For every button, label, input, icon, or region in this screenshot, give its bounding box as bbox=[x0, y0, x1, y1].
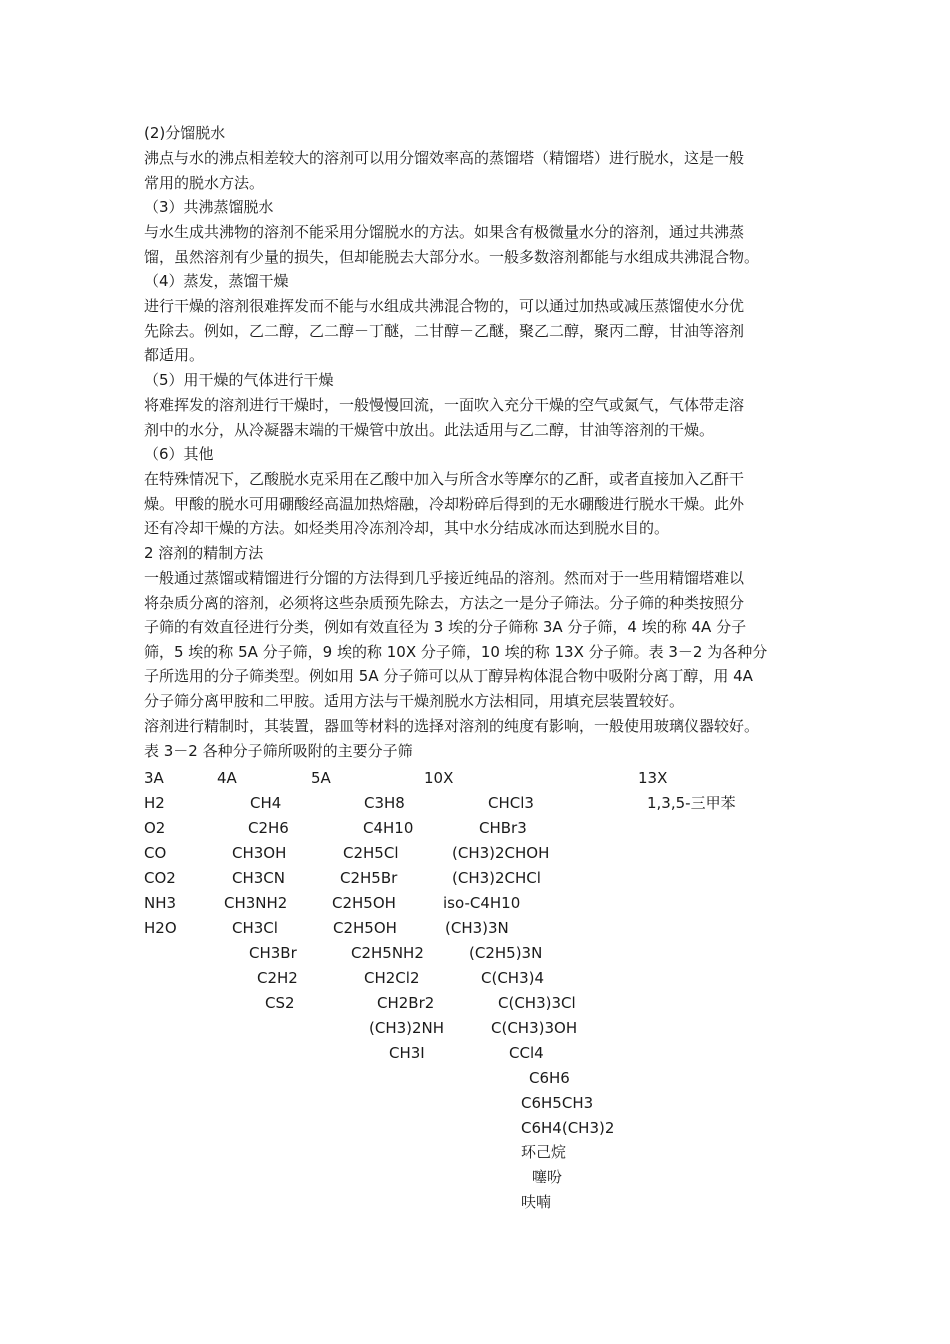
table-cell: CCl4 bbox=[509, 1044, 544, 1062]
paragraph: 与水生成共沸物的溶剂不能采用分馏脱水的方法。如果含有极微量水分的溶剂，通过共沸蒸 馏，虽然溶剂有少量的损失，但却能脱去大部分水。一般多数溶剂都能与水组成共沸混合物。 bbox=[144, 223, 760, 266]
table-cell: (CH3)2NH bbox=[369, 1019, 445, 1037]
paragraph: （4）蒸发，蒸馏干燥 bbox=[144, 272, 289, 290]
table-cell: C(CH3)4 bbox=[481, 969, 545, 987]
paragraph: 进行干燥的溶剂很难挥发而不能与水组成共沸混合物的，可以通过加热或减压蒸馏使水分优 先除去。例如，乙二醇，乙二醇－丁醚，二甘醇－乙醚，聚乙二醇，聚丙二醇，甘油等溶剂 都适用。 bbox=[144, 297, 745, 365]
table-cell: O2 bbox=[144, 819, 166, 837]
table-cell: CH3I bbox=[389, 1044, 425, 1062]
table-cell: CH3OH bbox=[232, 844, 287, 862]
table-cell: 4A bbox=[217, 769, 237, 787]
table-cell: CS2 bbox=[265, 994, 295, 1012]
table-cell: 噻吩 bbox=[532, 1168, 563, 1186]
table-cell: C2H5NH2 bbox=[351, 944, 424, 962]
table-cell: CHCl3 bbox=[488, 794, 534, 812]
paragraph: 在特殊情况下，乙酸脱水克采用在乙酸中加入与所含水等摩尔的乙酐，或者直接加入乙酐干 燥。甲酸的脱水可用硼酸经高温加热熔融，冷却粉碎后得到的无水硼酸进行脱水干燥。此外 还有冷却干燥的方法。如烃类用冷冻剂冷却，其中水分结成冰而达到脱水目的。 bbox=[144, 470, 745, 538]
table-cell: 环己烷 bbox=[521, 1143, 567, 1161]
table-cell: iso-C4H10 bbox=[443, 894, 521, 912]
table-cell: C2H5Br bbox=[340, 869, 398, 887]
paragraph: 溶剂进行精制时，其装置，器皿等材料的选择对溶剂的纯度有影响，一般使用玻璃仪器较好。 bbox=[144, 717, 760, 735]
table-cell: CHBr3 bbox=[479, 819, 527, 837]
table-cell: CH4 bbox=[250, 794, 282, 812]
table-cell: CH3Br bbox=[249, 944, 297, 962]
table-cell: H2 bbox=[144, 794, 165, 812]
paragraph: 一般通过蒸馏或精馏进行分馏的方法得到几乎接近纯品的溶剂。然而对于一些用精馏塔难以 将杂质分离的溶剂，必须将这些杂质预先除去，方法之一是分子筛法。分子筛的种类按照分 子筛的有效直径进行分类，例如有效直径为 3 埃的分子筛称 3A 分子筛，4 埃的称 4A 分子 筛，5 埃的称 5A 分子筛，9 埃的称 10X 分子筛，10 埃的称 13X 分子筛。表 3－2 为各种分 子所选用的分子筛类型。例如用 5A 分子筛可以从丁醇异构体混合物中吸附分离丁醇，用 4A 分子筛分离甲胺和二甲胺。适用方法与干燥剂脱水方法相同，用填充层装置较好。 bbox=[144, 569, 768, 710]
paragraph: 表 3－2 各种分子筛所吸附的主要分子筛 bbox=[144, 742, 413, 760]
table-cell: C6H4(CH3)2 bbox=[521, 1119, 615, 1137]
table-cell: 5A bbox=[311, 769, 331, 787]
table-cell: C(CH3)3Cl bbox=[498, 994, 576, 1012]
table-cell: C4H10 bbox=[363, 819, 414, 837]
table-cell: CO bbox=[144, 844, 167, 862]
table-cell: CH3NH2 bbox=[224, 894, 288, 912]
table-cell: 呋喃 bbox=[521, 1193, 552, 1211]
paragraph: （3）共沸蒸馏脱水 bbox=[144, 198, 274, 216]
paragraph: （5）用干燥的气体进行干燥 bbox=[144, 371, 334, 389]
table-cell: C6H6 bbox=[529, 1069, 570, 1087]
table-cell: CH3CN bbox=[232, 869, 285, 887]
table-cell: H2O bbox=[144, 919, 177, 937]
paragraph: 将难挥发的溶剂进行干燥时，一般慢慢回流，一面吹入充分干燥的空气或氮气，气体带走溶 剂中的水分，从冷凝器末端的干燥管中放出。此法适用与乙二醇，甘油等溶剂的干燥。 bbox=[144, 396, 745, 439]
table-cell: NH3 bbox=[144, 894, 177, 912]
table-cell: CH3Cl bbox=[232, 919, 278, 937]
table-cell: C(CH3)3OH bbox=[491, 1019, 578, 1037]
paragraph: 沸点与水的沸点相差较大的溶剂可以用分馏效率高的蒸馏塔（精馏塔）进行脱水，这是一般 常用的脱水方法。 bbox=[144, 149, 745, 192]
paragraph: (2)分馏脱水 bbox=[144, 124, 226, 142]
table-cell: 1,3,5-三甲苯 bbox=[647, 794, 736, 812]
table-cell: (CH3)2CHCl bbox=[452, 869, 541, 887]
paragraph: （6）其他 bbox=[144, 445, 214, 463]
table-cell: CO2 bbox=[144, 869, 176, 887]
table-cell: C2H5OH bbox=[332, 894, 396, 912]
table-cell: CH2Br2 bbox=[377, 994, 435, 1012]
table-cell: CH2Cl2 bbox=[364, 969, 420, 987]
table-cell: C3H8 bbox=[364, 794, 405, 812]
table-cell: C6H5CH3 bbox=[521, 1094, 594, 1112]
table-cell: C2H6 bbox=[248, 819, 289, 837]
paragraph: 2 溶剂的精制方法 bbox=[144, 544, 264, 562]
table-cell: 13X bbox=[638, 769, 668, 787]
table-cell: C2H2 bbox=[257, 969, 298, 987]
table-cell: 3A bbox=[144, 769, 164, 787]
table-cell: 10X bbox=[424, 769, 454, 787]
table-cell: C2H5OH bbox=[333, 919, 397, 937]
table-cell: (CH3)2CHOH bbox=[452, 844, 550, 862]
table-cell: (CH3)3N bbox=[445, 919, 509, 937]
table-cell: C2H5Cl bbox=[343, 844, 399, 862]
table-cell: (C2H5)3N bbox=[469, 944, 543, 962]
